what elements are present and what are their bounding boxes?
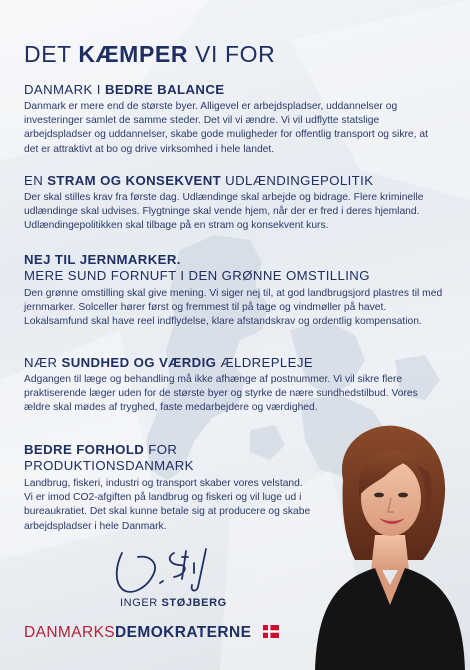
section-subtitle-produktion: PRODUKTIONSDANMARK [24,458,194,473]
danish-flag-icon [263,625,279,638]
portrait-photo [305,420,470,670]
section-title-produktion: BEDRE FORHOLD FOR [24,442,178,457]
section-body-produktion: Landbrug, fiskeri, industri og transport skaber vores velstand. Vi er imod CO2-afgiften på landbrug og fiskeri og vil luge ud i bureaukratiet. Det skal kunne betale sig at producere og skabe arbejdspladser i hele Danmark. [24,478,311,532]
section-body-jernmarker: Den grønne omstilling skal give mening. Vi siger nej til, at god landbrugsjord plastres til med jernmarker. Solceller hører først og fremmest til på tage og vindmøller på havet. Lokalsamfund skal have reel indflydelse, klare afstandskrav og ordentlig kompensation. [24,288,443,328]
section-body-udlaendinge: Der skal stilles krav fra første dag. Udlændinge skal arbejde og bidrage. Flere kriminelle udlændinge skal udvises. Flygtninge skal vende hjem, når der er fred i deres hjemland. Udlændingepolitikken skal tilbage på en stram og konsekvent kurs. [24,192,424,232]
section-subtitle-jernmarker: MERE SUND FORNUFT I DEN GRØNNE OMSTILLING [24,268,370,283]
handwritten-signature [108,543,218,598]
section-body-sundhed: Adgangen til læge og behandling må ikke afhænge af postnummer. Vi vil sikre flere praktiserende læger uden for de største byer og styrke de nære sundhedstilbud. Vores ældre skal mødes af tryghed, faste medarbejdere og værdighed. [24,374,418,414]
page-headline: DET KÆMPER VI FOR [24,41,276,67]
party-logo: DANMARKSDEMOKRATERNE [24,624,252,641]
signature-name: INGER STØJBERG [120,597,227,609]
section-body-balance: Danmark er mere end de største byer. Alligevel er arbejdspladser, uddannelser og investeringer samlet de samme steder. Det vil vi ændre. Vi vil udflytte statslige arbejdspladser og uddannelser, skabe gode muligheder for offentlig transport og sikre, at det er attraktivt at bo og drive virksomhed i hele landet. [24,101,428,155]
section-title-udlaendinge: EN STRAM OG KONSEKVENT UDLÆNDINGEPOLITIK [24,173,374,188]
section-title-sundhed: NÆR SUNDHED OG VÆRDIG ÆLDREPLEJE [24,355,314,370]
section-title-jernmarker: NEJ TIL JERNMARKER. [24,252,181,267]
section-title-balance: DANMARK I BEDRE BALANCE [24,82,225,97]
